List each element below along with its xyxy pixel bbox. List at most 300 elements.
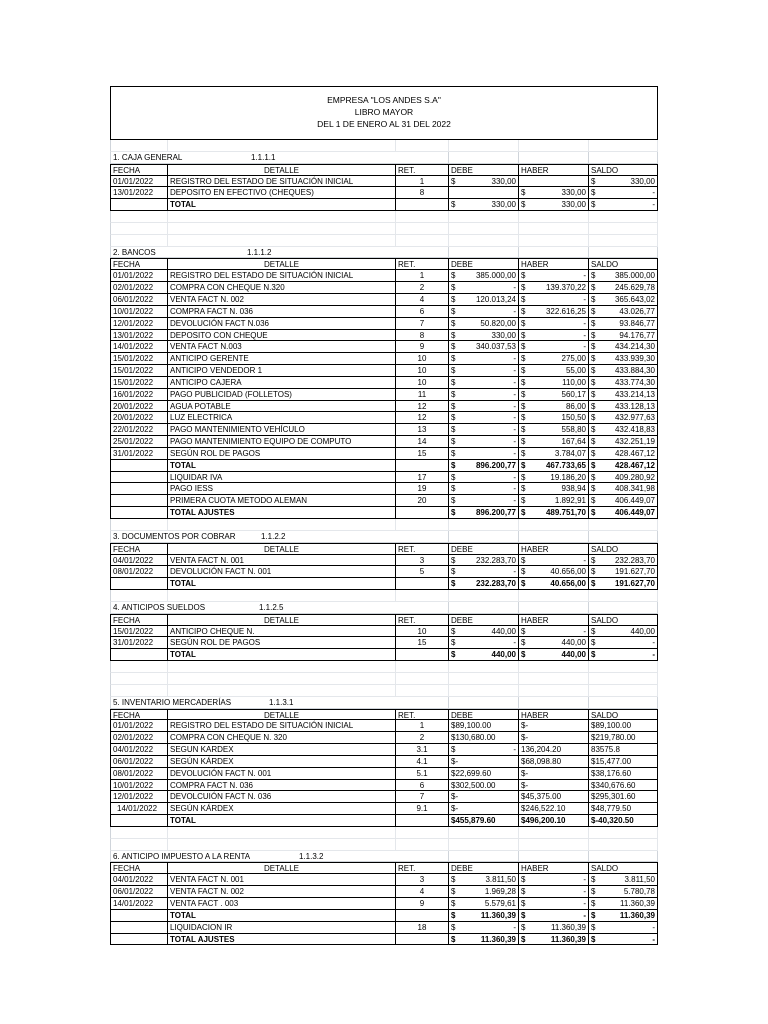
debe-cell[interactable]: $89,100.00 <box>449 720 519 732</box>
date-cell[interactable]: 14/01/2022 <box>110 898 168 910</box>
empty-cell <box>110 673 168 685</box>
date-cell[interactable]: 15/01/2022 <box>110 353 168 365</box>
debe-cell[interactable] <box>449 626 519 638</box>
date-cell[interactable]: 12/01/2022 <box>110 318 168 330</box>
haber-cell[interactable] <box>519 341 589 353</box>
debe-cell[interactable] <box>449 424 519 436</box>
haber-cell[interactable]: 136,204.20 <box>519 744 589 756</box>
detail-cell[interactable]: VENTA FACT N. 002 <box>168 886 396 898</box>
saldo-cell[interactable]: 83575.8 <box>589 744 658 756</box>
date-cell[interactable]: 15/01/2022 <box>110 377 168 389</box>
detail-cell[interactable]: PAGO IESS <box>168 483 396 495</box>
debe-cell[interactable] <box>449 294 519 306</box>
date-cell[interactable]: 20/01/2022 <box>110 401 168 413</box>
date-cell[interactable]: 08/01/2022 <box>110 768 168 780</box>
date-cell[interactable] <box>110 934 168 946</box>
ret-cell[interactable]: 13 <box>396 424 449 436</box>
ret-cell[interactable]: 9.1 <box>396 803 449 815</box>
col-haber: HABER <box>519 614 589 626</box>
saldo-cell[interactable] <box>589 424 658 436</box>
ret-cell[interactable]: 15 <box>396 448 449 460</box>
haber-cell[interactable] <box>519 401 589 413</box>
haber-cell[interactable] <box>519 412 589 424</box>
debe-cell[interactable] <box>449 910 519 922</box>
saldo-cell[interactable] <box>589 306 658 318</box>
ret-cell[interactable]: 2 <box>396 282 449 294</box>
ret-cell[interactable]: 18 <box>396 922 449 934</box>
detail-cell[interactable]: SEGÚN KÁRDEX <box>168 803 396 815</box>
saldo-cell[interactable] <box>589 377 658 389</box>
debe-cell[interactable] <box>449 365 519 377</box>
date-cell[interactable]: 14/01/2022 <box>110 803 168 815</box>
ret-cell[interactable]: 19 <box>396 483 449 495</box>
ret-cell[interactable]: 4 <box>396 886 449 898</box>
debe-cell[interactable]: $22,699.60 <box>449 768 519 780</box>
currency-symbol: $ <box>521 413 526 423</box>
account-title-row <box>110 152 658 164</box>
ret-cell[interactable]: 5.1 <box>396 768 449 780</box>
debe-cell[interactable] <box>449 507 519 519</box>
saldo-cell[interactable] <box>589 649 658 661</box>
haber-cell[interactable] <box>519 389 589 401</box>
saldo-cell[interactable] <box>589 566 658 578</box>
currency-symbol: $ <box>521 401 526 411</box>
ledger-row <box>110 377 658 389</box>
debe-cell[interactable] <box>449 483 519 495</box>
detail-cell[interactable]: ANTICIPO VENDEDOR 1 <box>168 365 396 377</box>
ret-cell[interactable]: 2 <box>396 732 449 744</box>
amount: - <box>513 354 516 364</box>
saldo-cell[interactable]: $89,100.00 <box>589 720 658 732</box>
empty-cell <box>519 531 589 543</box>
detail-cell[interactable]: VENTA FACT N. 001 <box>168 555 396 567</box>
date-cell[interactable]: 14/01/2022 <box>110 341 168 353</box>
detail-cell[interactable]: ANTICIPO CAJERA <box>168 377 396 389</box>
saldo-cell[interactable] <box>589 270 658 282</box>
detail-cell[interactable]: PAGO MANTENIMIENTO EQUIPO DE COMPUTO <box>168 436 396 448</box>
detail-cell[interactable]: SEGÚN ROL DE PAGOS <box>168 448 396 460</box>
saldo-cell[interactable] <box>589 353 658 365</box>
ret-cell[interactable]: 1 <box>396 720 449 732</box>
ret-cell[interactable]: 4.1 <box>396 756 449 768</box>
detail-cell[interactable]: LUZ ELECTRICA <box>168 412 396 424</box>
saldo-cell[interactable] <box>589 412 658 424</box>
ret-cell[interactable]: 5 <box>396 566 449 578</box>
ret-cell[interactable] <box>396 460 449 472</box>
saldo-cell[interactable] <box>589 460 658 472</box>
ret-cell[interactable]: 6 <box>396 306 449 318</box>
saldo-cell[interactable] <box>589 483 658 495</box>
saldo-cell[interactable] <box>589 934 658 946</box>
date-cell[interactable] <box>110 460 168 472</box>
debe-cell[interactable] <box>449 401 519 413</box>
ret-cell[interactable]: 4 <box>396 294 449 306</box>
debe-cell[interactable] <box>449 341 519 353</box>
ret-cell[interactable]: 10 <box>396 365 449 377</box>
empty-cell <box>519 661 589 673</box>
saldo-cell[interactable] <box>589 436 658 448</box>
saldo-cell[interactable] <box>589 389 658 401</box>
haber-cell[interactable] <box>519 306 589 318</box>
ledger-row <box>110 803 658 815</box>
haber-cell[interactable] <box>519 377 589 389</box>
detail-cell[interactable]: COMPRA CON CHEQUE N.320 <box>168 282 396 294</box>
date-cell[interactable]: 20/01/2022 <box>110 412 168 424</box>
date-cell[interactable]: 31/01/2022 <box>110 637 168 649</box>
saldo-cell[interactable] <box>589 555 658 567</box>
date-cell[interactable]: 15/01/2022 <box>110 365 168 377</box>
detail-cell[interactable]: DEVOLUCIÓN FACT N. 001 <box>168 566 396 578</box>
saldo-cell[interactable] <box>589 910 658 922</box>
account-title-row <box>110 851 658 863</box>
ledger-row <box>110 626 658 638</box>
ret-cell[interactable]: 9 <box>396 898 449 910</box>
ret-cell[interactable]: 9 <box>396 341 449 353</box>
ledger-account-4 <box>110 602 658 697</box>
haber-cell[interactable] <box>519 886 589 898</box>
date-cell[interactable]: 06/01/2022 <box>110 294 168 306</box>
saldo-cell[interactable] <box>589 507 658 519</box>
haber-cell[interactable] <box>519 626 589 638</box>
debe-cell[interactable] <box>449 460 519 472</box>
haber-cell[interactable] <box>519 448 589 460</box>
detail-cell[interactable]: DEVOLUCIÓN FACT N. 001 <box>168 768 396 780</box>
date-cell[interactable] <box>110 472 168 484</box>
debe-cell[interactable] <box>449 330 519 342</box>
ret-cell[interactable]: 14 <box>396 436 449 448</box>
detail-cell[interactable]: PAGO PUBLICIDAD (FOLLETOS) <box>168 389 396 401</box>
haber-cell[interactable] <box>519 187 589 199</box>
debe-cell[interactable] <box>449 555 519 567</box>
date-cell[interactable]: 04/01/2022 <box>110 555 168 567</box>
haber-cell[interactable]: $246,522.10 <box>519 803 589 815</box>
debe-cell[interactable] <box>449 472 519 484</box>
detail-cell[interactable]: PAGO MANTENIMIENTO VEHÍCULO <box>168 424 396 436</box>
detail-cell[interactable]: DEPOSITO EN EFECTIVO (CHEQUES) <box>168 187 396 199</box>
ret-cell[interactable]: 8 <box>396 187 449 199</box>
saldo-cell[interactable]: $295,301.60 <box>589 791 658 803</box>
haber-cell[interactable]: $496,200.10 <box>519 815 589 827</box>
date-cell[interactable] <box>110 495 168 507</box>
haber-cell[interactable] <box>519 578 589 590</box>
ret-cell[interactable]: 11 <box>396 389 449 401</box>
ret-cell[interactable]: 15 <box>396 637 449 649</box>
saldo-cell[interactable] <box>589 401 658 413</box>
detail-cell[interactable]: TOTAL AJUSTES <box>168 934 396 946</box>
amount: 440,00 <box>491 626 516 636</box>
saldo-cell[interactable] <box>589 282 658 294</box>
date-cell[interactable]: 25/01/2022 <box>110 436 168 448</box>
haber-cell[interactable] <box>519 460 589 472</box>
date-cell[interactable]: 16/01/2022 <box>110 389 168 401</box>
detail-cell[interactable]: TOTAL <box>168 649 396 661</box>
saldo-cell[interactable] <box>589 495 658 507</box>
date-cell[interactable]: 12/01/2022 <box>110 791 168 803</box>
saldo-cell[interactable]: $38,176.60 <box>589 768 658 780</box>
amount: 330,00 <box>491 200 516 210</box>
saldo-cell[interactable] <box>589 187 658 199</box>
ret-cell[interactable] <box>396 199 449 211</box>
debe-cell[interactable] <box>449 377 519 389</box>
date-cell[interactable]: 31/01/2022 <box>110 448 168 460</box>
saldo-cell[interactable]: $-40,320.50 <box>589 815 658 827</box>
ret-cell[interactable]: 10 <box>396 377 449 389</box>
haber-cell[interactable]: $- <box>519 768 589 780</box>
amount: 440,00 <box>630 626 655 636</box>
debe-cell[interactable] <box>449 412 519 424</box>
detail-cell[interactable]: SEGUN KARDEX <box>168 744 396 756</box>
currency-symbol: $ <box>521 460 526 470</box>
haber-cell[interactable] <box>519 282 589 294</box>
ret-cell[interactable]: 7 <box>396 318 449 330</box>
account-title: 6. ANTICIPO IMPUESTO A LA RENTA 1.1.3.2 <box>110 851 449 863</box>
haber-cell[interactable] <box>519 353 589 365</box>
debe-cell[interactable] <box>449 187 519 199</box>
date-cell[interactable] <box>110 910 168 922</box>
haber-cell[interactable] <box>519 507 589 519</box>
amount: 5.579,61 <box>484 899 516 908</box>
saldo-cell[interactable] <box>589 472 658 484</box>
ret-cell[interactable] <box>396 815 449 827</box>
haber-cell[interactable] <box>519 270 589 282</box>
haber-cell[interactable] <box>519 176 589 188</box>
debe-cell[interactable] <box>449 282 519 294</box>
detail-cell[interactable]: TOTAL <box>168 815 396 827</box>
debe-cell[interactable]: $455,879.60 <box>449 815 519 827</box>
empty-cell <box>396 211 449 223</box>
haber-cell[interactable] <box>519 424 589 436</box>
date-cell[interactable]: 04/01/2022 <box>110 874 168 886</box>
detail-cell[interactable]: ANTICIPO GERENTE <box>168 353 396 365</box>
saldo-cell[interactable] <box>589 365 658 377</box>
date-cell[interactable]: 06/01/2022 <box>110 886 168 898</box>
detail-cell[interactable]: TOTAL <box>168 460 396 472</box>
ret-cell[interactable]: 1 <box>396 176 449 188</box>
saldo-cell[interactable] <box>589 448 658 460</box>
ret-cell[interactable]: 7 <box>396 791 449 803</box>
ret-cell[interactable]: 10 <box>396 626 449 638</box>
saldo-cell[interactable] <box>589 874 658 886</box>
debe-cell[interactable]: $302,500.00 <box>449 780 519 792</box>
debe-cell[interactable] <box>449 495 519 507</box>
amount: - <box>652 188 655 198</box>
detail-cell[interactable]: DEPOSITO CON CHEQUE <box>168 330 396 342</box>
empty-cell <box>396 223 449 235</box>
detail-cell[interactable]: COMPRA FACT N. 036 <box>168 306 396 318</box>
ret-cell[interactable]: 3.1 <box>396 744 449 756</box>
date-cell[interactable]: 02/01/2022 <box>110 732 168 744</box>
saldo-cell[interactable] <box>589 199 658 211</box>
haber-cell[interactable] <box>519 910 589 922</box>
ret-cell[interactable] <box>396 910 449 922</box>
debe-cell[interactable] <box>449 353 519 365</box>
debe-cell[interactable] <box>449 637 519 649</box>
detail-cell[interactable]: VENTA FACT . 003 <box>168 898 396 910</box>
ret-cell[interactable]: 12 <box>396 401 449 413</box>
debe-cell[interactable] <box>449 578 519 590</box>
saldo-cell[interactable]: $48,779.50 <box>589 803 658 815</box>
ret-cell[interactable] <box>396 578 449 590</box>
ret-cell[interactable] <box>396 934 449 946</box>
ret-cell[interactable]: 3 <box>396 555 449 567</box>
saldo-cell[interactable] <box>589 898 658 910</box>
ret-cell[interactable]: 12 <box>396 412 449 424</box>
haber-cell[interactable] <box>519 199 589 211</box>
haber-cell[interactable] <box>519 566 589 578</box>
ret-cell[interactable]: 17 <box>396 472 449 484</box>
debe-cell[interactable]: $- <box>449 756 519 768</box>
saldo-cell[interactable] <box>589 922 658 934</box>
detail-cell[interactable]: COMPRA FACT N. 036 <box>168 780 396 792</box>
date-cell[interactable]: 01/01/2022 <box>110 176 168 188</box>
haber-cell[interactable] <box>519 898 589 910</box>
haber-cell[interactable] <box>519 555 589 567</box>
detail-cell[interactable]: LIQUIDAR IVA <box>168 472 396 484</box>
detail-cell[interactable]: VENTA FACT N.003 <box>168 341 396 353</box>
haber-cell[interactable]: $45,375.00 <box>519 791 589 803</box>
detail-cell[interactable]: DEVOLCUIÓN FACT N. 036 <box>168 791 396 803</box>
ret-cell[interactable]: 3 <box>396 874 449 886</box>
date-cell[interactable] <box>110 483 168 495</box>
haber-cell[interactable] <box>519 318 589 330</box>
date-cell[interactable] <box>110 815 168 827</box>
haber-cell[interactable] <box>519 365 589 377</box>
detail-cell[interactable]: TOTAL <box>168 199 396 211</box>
date-cell[interactable]: 10/01/2022 <box>110 306 168 318</box>
date-cell[interactable] <box>110 507 168 519</box>
date-cell[interactable]: 04/01/2022 <box>110 744 168 756</box>
haber-cell[interactable] <box>519 330 589 342</box>
date-cell[interactable]: 13/01/2022 <box>110 187 168 199</box>
ret-cell[interactable]: 10 <box>396 353 449 365</box>
haber-cell[interactable] <box>519 472 589 484</box>
date-cell[interactable]: 13/01/2022 <box>110 330 168 342</box>
saldo-cell[interactable] <box>589 637 658 649</box>
haber-cell[interactable] <box>519 649 589 661</box>
debe-cell[interactable] <box>449 649 519 661</box>
debe-cell[interactable] <box>449 389 519 401</box>
date-cell[interactable]: 06/01/2022 <box>110 756 168 768</box>
date-cell[interactable]: 01/01/2022 <box>110 270 168 282</box>
debe-cell[interactable] <box>449 176 519 188</box>
detail-cell[interactable]: REGISTRO DEL ESTADO DE SITUACIÓN INICIAL <box>168 270 396 282</box>
debe-cell[interactable] <box>449 744 519 756</box>
ret-cell[interactable] <box>396 649 449 661</box>
saldo-cell[interactable]: $15,477.00 <box>589 756 658 768</box>
date-cell[interactable] <box>110 922 168 934</box>
ret-cell[interactable] <box>396 507 449 519</box>
amount: 3.811,50 <box>485 875 516 885</box>
saldo-cell[interactable] <box>589 578 658 590</box>
detail-cell[interactable]: PRIMERA CUOTA METODO ALEMAN <box>168 495 396 507</box>
saldo-cell[interactable] <box>589 294 658 306</box>
date-cell[interactable]: 08/01/2022 <box>110 566 168 578</box>
detail-cell[interactable]: DEVOLUCIÓN FACT N.036 <box>168 318 396 330</box>
debe-cell[interactable] <box>449 306 519 318</box>
detail-cell[interactable]: LIQUIDACION IR <box>168 922 396 934</box>
saldo-cell[interactable] <box>589 330 658 342</box>
debe-cell[interactable] <box>449 436 519 448</box>
empty-cell <box>396 839 449 851</box>
date-cell[interactable] <box>110 578 168 590</box>
debe-cell[interactable] <box>449 934 519 946</box>
haber-cell[interactable] <box>519 495 589 507</box>
ret-cell[interactable]: 20 <box>396 495 449 507</box>
debe-cell[interactable] <box>449 448 519 460</box>
detail-cell[interactable]: TOTAL <box>168 910 396 922</box>
date-cell[interactable]: 01/01/2022 <box>110 720 168 732</box>
detail-cell[interactable]: REGISTRO DEL ESTADO DE SITUACIÓN INICIAL <box>168 176 396 188</box>
saldo-cell[interactable]: $219,780.00 <box>589 732 658 744</box>
haber-cell[interactable] <box>519 922 589 934</box>
detail-cell[interactable]: COMPRA CON CHEQUE N. 320 <box>168 732 396 744</box>
debe-cell[interactable]: $130,680.00 <box>449 732 519 744</box>
ret-cell[interactable]: 6 <box>396 780 449 792</box>
detail-cell[interactable]: SEGÚN KÁRDEX <box>168 756 396 768</box>
debe-cell[interactable] <box>449 898 519 910</box>
detail-cell[interactable]: VENTA FACT N. 002 <box>168 294 396 306</box>
amount: - <box>583 899 586 908</box>
debe-cell[interactable] <box>449 270 519 282</box>
saldo-cell[interactable] <box>589 176 658 188</box>
detail-cell[interactable]: ANTICIPO CHEQUE N. <box>168 626 396 638</box>
debe-cell[interactable] <box>449 874 519 886</box>
detail-cell[interactable]: VENTA FACT N. 001 <box>168 874 396 886</box>
currency-symbol: $ <box>521 638 526 648</box>
haber-cell[interactable] <box>519 637 589 649</box>
date-cell[interactable]: 02/01/2022 <box>110 282 168 294</box>
saldo-cell[interactable]: $340,676.60 <box>589 780 658 792</box>
debe-cell[interactable]: $- <box>449 803 519 815</box>
ret-cell[interactable]: 1 <box>396 270 449 282</box>
haber-cell[interactable] <box>519 483 589 495</box>
saldo-cell[interactable] <box>589 341 658 353</box>
date-cell[interactable] <box>110 649 168 661</box>
haber-cell[interactable]: $- <box>519 780 589 792</box>
haber-cell[interactable] <box>519 294 589 306</box>
ret-cell[interactable]: 8 <box>396 330 449 342</box>
detail-cell[interactable]: TOTAL <box>168 578 396 590</box>
saldo-cell[interactable] <box>589 886 658 898</box>
haber-cell[interactable] <box>519 934 589 946</box>
empty-cell <box>449 152 519 164</box>
detail-cell[interactable]: SEGÚN ROL DE PAGOS <box>168 637 396 649</box>
haber-cell[interactable] <box>519 874 589 886</box>
detail-cell[interactable]: REGISTRO DEL ESTADO DE SITUACIÓN INICIAL <box>168 720 396 732</box>
debe-cell[interactable] <box>449 318 519 330</box>
date-cell[interactable] <box>110 199 168 211</box>
haber-cell[interactable]: $- <box>519 720 589 732</box>
empty-cell <box>449 590 519 602</box>
haber-cell[interactable]: $68,098.80 <box>519 756 589 768</box>
haber-cell[interactable]: $- <box>519 732 589 744</box>
detail-cell[interactable]: TOTAL AJUSTES <box>168 507 396 519</box>
debe-cell[interactable] <box>449 566 519 578</box>
debe-cell[interactable] <box>449 886 519 898</box>
date-cell[interactable]: 22/01/2022 <box>110 424 168 436</box>
haber-cell[interactable] <box>519 436 589 448</box>
saldo-cell[interactable] <box>589 318 658 330</box>
date-cell[interactable]: 15/01/2022 <box>110 626 168 638</box>
detail-cell[interactable]: AGUA POTABLE <box>168 401 396 413</box>
date-cell[interactable]: 10/01/2022 <box>110 780 168 792</box>
amount: 330,00 <box>491 330 516 340</box>
debe-cell[interactable]: $- <box>449 791 519 803</box>
debe-cell[interactable] <box>449 922 519 934</box>
debe-cell[interactable] <box>449 199 519 211</box>
amount: 11.360,39 <box>480 910 516 920</box>
saldo-cell[interactable] <box>589 626 658 638</box>
